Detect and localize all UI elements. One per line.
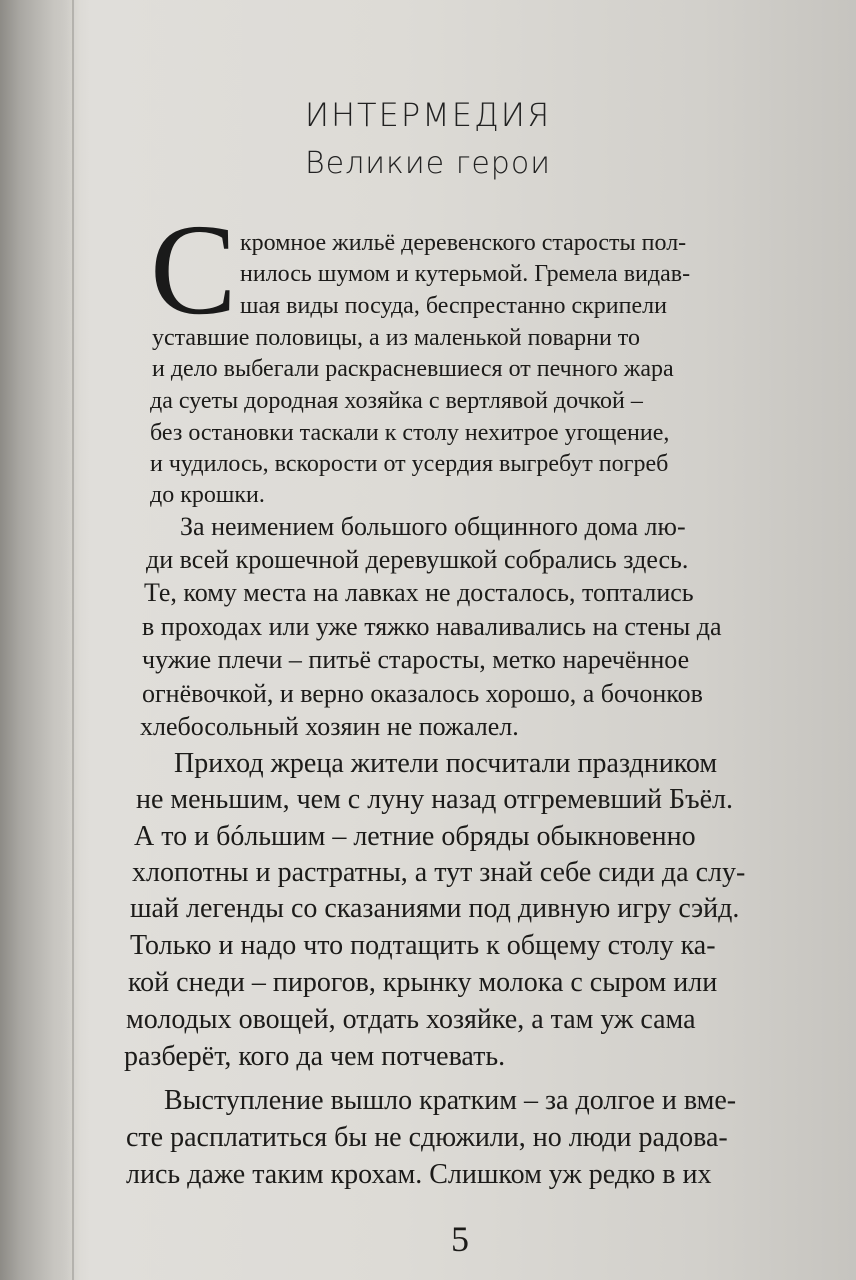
text-line: не меньшим, чем с луну назад отгремевший Бъёл. — [136, 784, 733, 815]
text-line: хлопотны и растратны, а тут знай себе сиди да слу- — [132, 857, 746, 888]
text-line: кой снеди – пирогов, крынку молока с сыром или — [128, 967, 718, 998]
text-line: без остановки таскали к столу нехитрое угощение, — [150, 420, 670, 446]
text-line: в проходах или уже тяжко наваливались на стены да — [142, 612, 722, 641]
text-line: да суеты дородная хозяйка с вертлявой дочкой – — [150, 388, 643, 414]
text-line: Те, кому места на лавках не досталось, топтались — [144, 578, 694, 607]
text-line: огнёвочкой, и верно оказалось хорошо, а бочонков — [142, 679, 703, 708]
text-line: и чудилось, вскорости от усердия выгребут погреб — [150, 451, 669, 477]
text-line: Выступление вышло кратким – за долгое и вме- — [164, 1085, 737, 1116]
page-gutter-shadow — [0, 0, 80, 1280]
text-line: кромное жильё деревенского старосты пол- — [240, 230, 687, 256]
chapter-subtitle: Великие герои — [305, 146, 551, 181]
chapter-title: ИНТЕРМЕДИЯ — [304, 96, 552, 134]
text-line: шая виды посуда, беспрестанно скрипели — [240, 293, 667, 319]
text-line: и дело выбегали раскрасневшиеся от печного жара — [152, 356, 674, 382]
text-line: шай легенды со сказаниями под дивную игру сэйд. — [130, 893, 740, 924]
text-line: За неимением большого общинного дома лю- — [180, 512, 686, 541]
text-line: А то и бóльшим – летние обряды обыкновенно — [134, 821, 696, 852]
text-line: хлебосольный хозяин не пожалел. — [140, 712, 519, 741]
text-line: до крошки. — [150, 482, 265, 508]
drop-cap: С — [150, 198, 237, 342]
text-line: нилось шумом и кутерьмой. Гремела видав- — [240, 261, 691, 287]
text-line: лись даже таким крохам. Слишком уж редко в их — [126, 1159, 712, 1190]
text-line: молодых овощей, отдать хозяйке, а там уж сама — [126, 1004, 696, 1035]
text-line: Только и надо что подтащить к общему столу ка- — [130, 930, 716, 961]
text-line: разберёт, кого да чем потчевать. — [124, 1041, 506, 1072]
text-line: уставшие половицы, а из маленькой поварни то — [152, 325, 640, 351]
text-line: чужие плечи – питьё старосты, метко наречённое — [142, 645, 690, 674]
page-number: 5 — [451, 1219, 469, 1259]
text-line: сте расплатиться бы не сдюжили, но люди радова- — [126, 1122, 728, 1153]
text-line: Приход жреца жители посчитали праздником — [174, 748, 718, 779]
page-crease — [72, 0, 74, 1280]
text-line: ди всей крошечной деревушкой собрались здесь. — [146, 545, 689, 574]
